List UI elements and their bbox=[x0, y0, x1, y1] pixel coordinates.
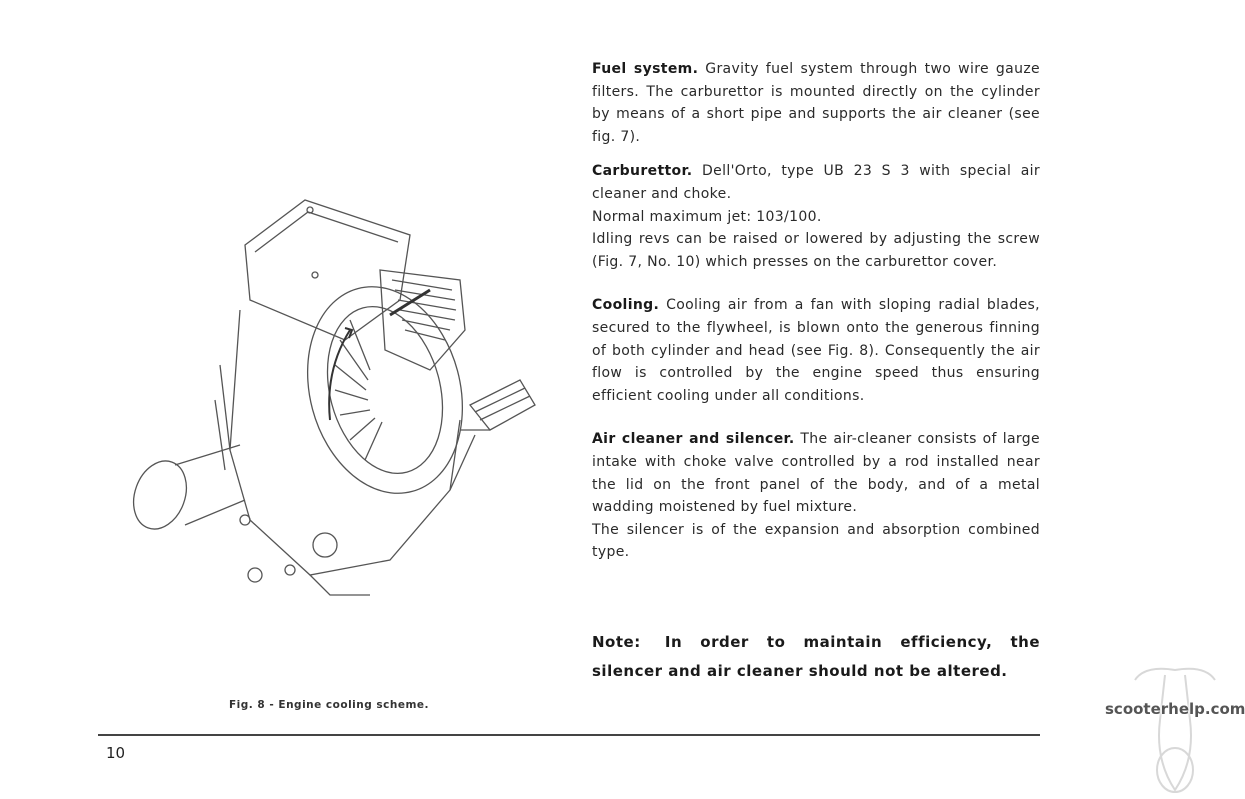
carburettor-paragraph bbox=[592, 160, 1040, 205]
carburettor-idling-line: Idling revs can be raised or lowered by adjusting the screw (Fig. 7, No. 10) which presses on the carburettor cover. bbox=[592, 231, 1040, 270]
air-cleaner-body: The air-cleaner consists of large intake with choke valve controlled by a rod installed near the lid on the front panel of the body, and of a metal wadding moistened by fuel mixture. bbox=[592, 431, 1040, 516]
main-text-column bbox=[592, 58, 1040, 564]
fuel-system-paragraph bbox=[592, 58, 1040, 148]
silencer-line: The silencer is of the expansion and absorption combined type. bbox=[592, 521, 1040, 561]
page-number: 10 bbox=[106, 744, 126, 762]
note-block bbox=[592, 628, 1040, 686]
watermark bbox=[1105, 660, 1245, 795]
scooter-watermark-icon bbox=[1105, 660, 1245, 795]
page-divider bbox=[98, 734, 1040, 736]
watermark-text: scooterhelp.com bbox=[1105, 700, 1245, 718]
fuel-system-heading: Fuel system. bbox=[592, 61, 699, 77]
note-label: Note: bbox=[592, 633, 641, 651]
carburettor-body: Dell'Orto, type UB 23 S 3 with special air cleaner and choke. bbox=[592, 163, 1040, 202]
cooling-heading: Cooling. bbox=[592, 297, 660, 314]
air-cleaner-paragraph bbox=[592, 428, 1040, 518]
carburettor-heading: Carburettor. bbox=[592, 163, 693, 180]
note-text: In order to maintain efficiency, the silencer and air cleaner should not be altered. bbox=[592, 633, 1040, 680]
cooling-body: Cooling air from a fan with sloping radial blades, secured to the flywheel, is blown onto the generous finning of both cylinder and head (see Fig. 8). Consequently the air flow is controlled by the engine speed thus ensuring efficient cooling under all conditions. bbox=[592, 297, 1040, 404]
fuel-system-body: Gravity fuel system through two wire gauze filters. The carburettor is mounted directly on the cylinder by means of a short pipe and supports the air cleaner (see fig. 7). bbox=[592, 61, 1040, 145]
cooling-paragraph bbox=[592, 294, 1040, 407]
engine-cooling-figure bbox=[130, 190, 550, 600]
figure-caption: Fig. 8 - Engine cooling scheme. bbox=[229, 699, 430, 711]
carburettor-jet-line: Normal maximum jet: 103/100. bbox=[592, 208, 822, 225]
air-cleaner-heading: Air cleaner and silencer. bbox=[592, 431, 795, 448]
